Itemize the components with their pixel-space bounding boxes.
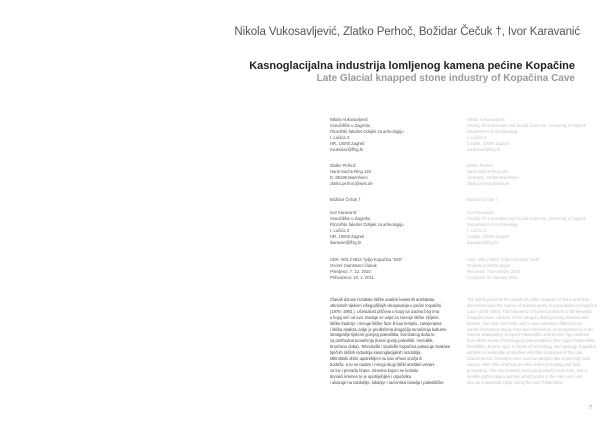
abstract-line: processing. The raw material used was primarily local chert, and a: [467, 367, 587, 373]
aff-line: I. Lučića 3: [330, 135, 350, 141]
aff-line: zlatko.perhoc@web.de: [467, 181, 510, 187]
abstract-line: time as a seasonal camp during the Late Palaeolithic.: [467, 379, 564, 385]
aff-line: Received: 7 December 2010: [467, 269, 521, 275]
aff-line: Croatia, 10000 Zagreb: [467, 234, 509, 240]
aff-line: Accepted: 10 January 2011: [467, 275, 518, 281]
aff-line: Božidar Čečuk †: [467, 197, 498, 202]
aff-line: I. Lučića 3: [330, 228, 350, 234]
abstract-line: Mesolithic, Bronze Age). In terms of technology and typology, Kopačina: [467, 344, 596, 350]
aff-line: Nikola Vukosavljević: [467, 117, 506, 122]
abstract-croatian: [330, 297, 458, 386]
abstract-line: exhibits considerable similarities with lithic industries of the Late: [467, 350, 583, 356]
abstract-line: various other lithic artefacts are also linked to hunting and food: [467, 361, 581, 367]
affiliation-hr-1: [330, 117, 404, 154]
abstract-line: za prethodna tumačenja (kasni gornji paleolitik, mezolitik,: [330, 338, 434, 344]
aff-line: HR, 10000 Zagreb: [330, 234, 365, 240]
abstract-line: earlier distinctions stood, they were inferred as an interpretation of the: [467, 326, 594, 332]
aff-line: Filozofski fakultet Odsjek za arheologiju: [330, 129, 404, 135]
abstract-line: cultural stratigraphy, in Upper Palaeolithic and Bronze Age contexts,: [467, 332, 591, 338]
aff-line: UDK: 903.2'4913 ?pilja Kopačina "626": [330, 257, 403, 262]
affiliation-en-1: [467, 117, 586, 154]
aff-line: Nikola Vukosavljević: [330, 117, 369, 122]
abstract-line: i litička analiza ovdje je predložena drugačija tumačenja kulturne: [330, 326, 447, 332]
aff-line: Sveučilište u Zagrebu: [330, 123, 371, 129]
aff-line: nvukosav@ffzg.hr: [330, 147, 364, 153]
abstract-line: Mikrolitski oblici upotrebljeni su kao vrhovi oružja ili: [330, 356, 423, 362]
abstract-line: stratigrafije tijekom gornjeg paleolitika, brončanog doba te: [330, 332, 435, 338]
classification-hr: [330, 257, 402, 281]
abstract-line: u kojoj već od ova. Dodaje se uvjet za razvoje litičke zbijene,: [330, 314, 440, 320]
abstract-line: The article presents the results of a lithic analysis of stone artefacts: [467, 297, 589, 302]
abstract-line: from which earlier chronological interpretations (late Upper Palaeolithic,: [467, 338, 597, 344]
aff-line: Zlatko Perhoč: [467, 163, 493, 168]
abstract-line: smaller portion was imported, which points to the site's use over: [467, 373, 583, 379]
aff-line: Hans-Sachs-Ring 120: [330, 169, 371, 175]
abstract-line: phases, that unite the hosts, and in raw material a different from: [467, 320, 583, 326]
aff-line: Ivor Karavanić: [467, 210, 494, 215]
abstract-line: (1978.-1993.). Učestalost piščeva u kojoj na izaziva broj ima: [330, 308, 439, 314]
abstract-line: i ukazuje na razdoblje, lokacije i sezonska naselja i paleolitičke.: [330, 379, 445, 385]
abstract-line: Cave (1978-1993). The frequency of burned artefacts is still elevated.: [467, 308, 593, 314]
affiliation-hr-3: [330, 197, 361, 203]
aff-line: Hans-Sachs-Ring 120: [467, 169, 508, 175]
aff-line: Department of Archaeology: [467, 129, 518, 135]
aff-line: Croatia, 10000 Zagreb: [467, 141, 509, 147]
title-english: Late Glacial knapped stone industry of Kopačina Cave: [316, 73, 575, 84]
aff-line: Sveučilište u Zagrebu: [330, 216, 371, 222]
authors: Nikola Vukosavljević, Zlatko Perhoč, Božidar Čečuk †, Ivor Karavanić: [234, 26, 580, 38]
abstract-line: domaći kremen te je upotrijebljen i otpočetka: [330, 373, 412, 379]
aff-line: Prihvaćeno: 10. 1. 2011.: [330, 275, 376, 281]
aff-line: ikaravan@ffzg.hr: [330, 240, 362, 246]
aff-line: I. Lučića 3: [467, 135, 487, 141]
aff-line: Izvorni znanstveni članak: [330, 263, 377, 269]
classification-en: [467, 257, 540, 281]
aff-line: Faculty of Humanities and Social Sciences, University of Zagreb: [467, 123, 586, 129]
affiliation-en-3: [467, 197, 498, 203]
aff-line: Faculty of Humanities and Social Sciences, University of Zagreb: [467, 216, 586, 222]
abstract-line: discovered over the course of multiple years of excavations in Kopačina: [467, 302, 597, 308]
title-croatian: Kasnoglacijalna industrija lomljenog kamena pećine Kopačine: [249, 60, 575, 72]
aff-line: D, 68199 Mannheim: [330, 175, 368, 181]
aff-line: Zlatko Perhoč: [330, 163, 356, 168]
abstract-line: tipičnih litičkih industrija kasnoglacijalnih razdoblja.: [330, 350, 422, 356]
page-number: 7: [589, 405, 592, 411]
aff-line: Germany, 68199 Mannheim: [467, 175, 519, 181]
aff-line: Filozofski fakultet Odsjek za arheologiju: [330, 222, 404, 228]
aff-line: Primljeno: 7. 12. 2010.: [330, 269, 372, 275]
abstract-english: [467, 297, 597, 386]
abstract-line: za lov i preradu hrane. Sirovina kojom se koristio: [330, 367, 419, 373]
abstract-line: Članak donosi rezultate litičke analize kamenih artefakata: [330, 297, 435, 302]
abstract-line: Knapped stone consists of the category distinguishing features and: [467, 314, 589, 320]
abstract-line: Glacial period. Microliths were used as weapon tips or piercing tools;: [467, 356, 592, 362]
aff-line: UDC: 903.2'4913 ?pilja Kopačina "626": [467, 257, 540, 262]
aff-line: nvukosav@ffzg.hr: [467, 147, 501, 153]
abstract-line: brončano doba). Tehnološki i tipološki Kopačina pokazuje znakove: [330, 344, 451, 350]
affiliation-en-4: [467, 210, 586, 247]
affiliation-hr-4: [330, 210, 404, 247]
affiliation-en-2: [467, 163, 519, 187]
aff-line: Original scientific paper: [467, 263, 511, 269]
aff-line: Ivor Karavanić: [330, 210, 357, 215]
aff-line: Department of Archaeology: [467, 222, 518, 228]
abstract-line: bodeža, a tu se nalaze i mnogi drugi litički artefakti vezani: [330, 361, 435, 367]
aff-line: ikaravan@ffzg.hr: [467, 240, 499, 246]
aff-line: Božidar Čečuk †: [330, 197, 361, 202]
abstract-line: litičke tradicije i mnoge litičke faze ili kao tempilo, zamijenjena: [330, 320, 442, 326]
aff-line: I. Lučića 3: [467, 228, 487, 234]
affiliation-hr-2: [330, 163, 373, 187]
aff-line: HR, 10000 Zagreb: [330, 141, 365, 147]
aff-line: zlatko.perhoc@web.de: [330, 181, 373, 187]
abstract-line: otkrivenih tijekom višegodišnjih iskopavanja u pećini Kopačini: [330, 302, 442, 308]
